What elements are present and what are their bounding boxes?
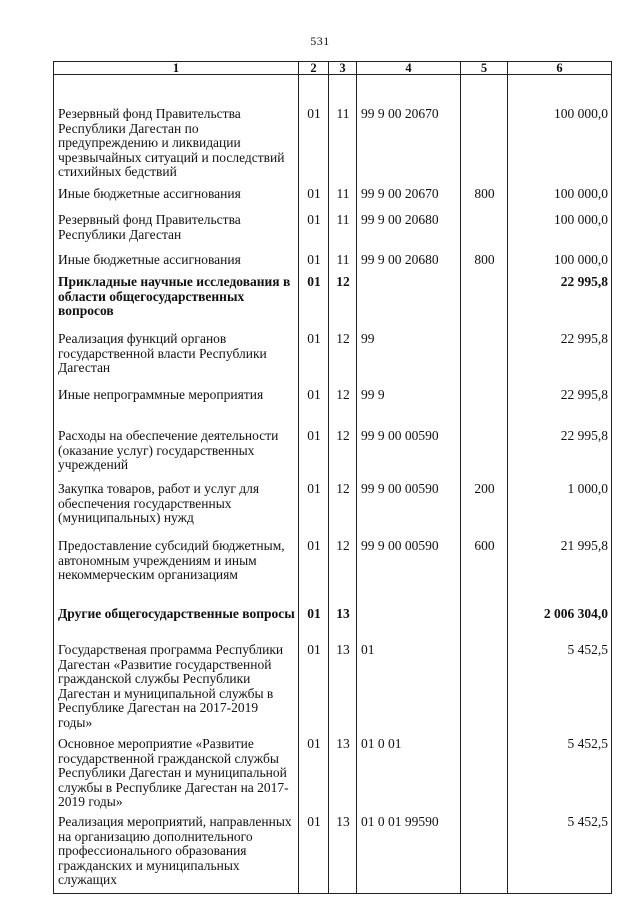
expense-type-code-cell (461, 429, 508, 482)
target-article-code: 99 9 00 20670 (361, 186, 439, 201)
amount-cell (508, 643, 612, 737)
item-name: Закупка товаров, работ и услуг для обеспечения государственных (муниципальных) нужд (58, 481, 260, 525)
target-article-code-cell (357, 482, 461, 539)
target-article-code: 99 9 (361, 387, 385, 402)
item-name: Реализация мероприятий, направленных на организацию дополнительного профессионального образования гражданских и муниципальных служащих (58, 814, 292, 887)
table-row (54, 737, 612, 815)
expense-type-code-cell (461, 643, 508, 737)
subsection-code: 12 (336, 331, 350, 346)
section-code: 01 (307, 642, 321, 657)
amount: 22 995,8 (560, 387, 608, 402)
table-row (54, 332, 612, 388)
target-article-code-cell (357, 332, 461, 388)
item-name-cell (54, 75, 299, 188)
target-article-code: 99 (361, 331, 375, 346)
item-name: Расходы на обеспечение деятельности (оказание услуг) государственных учреждений (58, 428, 279, 472)
amount: 100 000,0 (554, 252, 608, 267)
target-article-code: 99 9 00 00590 (361, 428, 439, 443)
item-name-cell (54, 607, 299, 643)
table-row (54, 213, 612, 253)
item-name-cell (54, 737, 299, 815)
amount-cell (508, 607, 612, 643)
header-col-6: 6 (508, 62, 612, 75)
expense-type-code-cell (461, 187, 508, 213)
item-name: Другие общегосударственные вопросы (58, 606, 295, 621)
subsection-code-cell (329, 643, 357, 737)
section-code-cell (299, 332, 329, 388)
expense-type-code: 600 (474, 538, 495, 553)
section-code: 01 (307, 428, 321, 443)
item-name: Иные непрограммные мероприятия (58, 387, 264, 402)
target-article-code: 99 9 00 20680 (361, 212, 439, 227)
amount: 2 006 304,0 (543, 606, 608, 621)
section-code: 01 (307, 736, 321, 751)
expense-type-code-cell (461, 737, 508, 815)
subsection-code: 11 (336, 252, 350, 267)
expense-type-code: 800 (474, 186, 495, 201)
item-name-cell (54, 539, 299, 607)
expense-type-code-cell (461, 482, 508, 539)
amount-cell (508, 213, 612, 253)
section-code: 01 (307, 186, 321, 201)
table-row (54, 388, 612, 429)
table-row (54, 429, 612, 482)
subsection-code-cell (329, 75, 357, 188)
subsection-code: 11 (336, 186, 350, 201)
subsection-code-cell (329, 275, 357, 332)
section-code: 01 (307, 331, 321, 346)
target-article-code-cell (357, 815, 461, 894)
target-article-code: 01 (361, 642, 375, 657)
item-name-cell (54, 388, 299, 429)
section-code-cell (299, 482, 329, 539)
amount-cell (508, 332, 612, 388)
table-header-row (54, 62, 612, 75)
section-code: 01 (307, 106, 321, 121)
subsection-code: 12 (336, 428, 350, 443)
section-code-cell (299, 275, 329, 332)
amount-cell (508, 429, 612, 482)
subsection-code: 12 (336, 387, 350, 402)
amount: 100 000,0 (554, 106, 608, 121)
amount: 5 452,5 (567, 736, 608, 751)
amount-cell (508, 815, 612, 894)
section-code: 01 (307, 252, 321, 267)
subsection-code: 13 (336, 642, 350, 657)
subsection-code: 11 (336, 106, 350, 121)
amount-cell (508, 187, 612, 213)
item-name-cell (54, 213, 299, 253)
amount: 22 995,8 (560, 428, 608, 443)
budget-table (53, 61, 612, 894)
subsection-code: 13 (336, 736, 350, 751)
section-code: 01 (307, 538, 321, 553)
item-name-cell (54, 187, 299, 213)
amount: 5 452,5 (567, 642, 608, 657)
expense-type-code-cell (461, 213, 508, 253)
target-article-code-cell (357, 388, 461, 429)
subsection-code: 13 (336, 606, 350, 621)
section-code: 01 (307, 274, 321, 289)
amount-cell (508, 253, 612, 275)
item-name: Резервный фонд Правительства Республики Дагестан (58, 212, 241, 242)
expense-type-code-cell (461, 607, 508, 643)
item-name-cell (54, 275, 299, 332)
amount: 100 000,0 (554, 186, 608, 201)
table-row (54, 187, 612, 213)
target-article-code-cell (357, 539, 461, 607)
target-article-code-cell (357, 607, 461, 643)
item-name-cell (54, 815, 299, 894)
section-code-cell (299, 213, 329, 253)
amount: 22 995,8 (560, 274, 608, 289)
table-row (54, 75, 612, 188)
expense-type-code-cell (461, 75, 508, 188)
section-code-cell (299, 429, 329, 482)
item-name: Резервный фонд Правительства Республики Дагестан по предупреждению и ликвидации чрезвычайных ситуаций и последствий стихийных бедствий (58, 106, 285, 179)
item-name: Основное мероприятие «Развитие государственной гражданской службы Республики Дагестан и муниципальной службы в Республике Дагестан на 2017-2019 годы» (58, 736, 289, 809)
item-name: Реализация функций органов государственной власти Республики Дагестан (58, 331, 267, 375)
amount-cell (508, 737, 612, 815)
target-article-code: 01 0 01 (361, 736, 402, 751)
target-article-code-cell (357, 737, 461, 815)
table-row (54, 482, 612, 539)
table-row (54, 607, 612, 643)
target-article-code: 99 9 00 00590 (361, 538, 439, 553)
page-number: 531 (310, 34, 330, 48)
amount: 1 000,0 (567, 481, 608, 496)
section-code-cell (299, 75, 329, 188)
table-row (54, 253, 612, 275)
subsection-code: 13 (336, 814, 350, 829)
item-name-cell (54, 253, 299, 275)
amount-cell (508, 539, 612, 607)
table-row (54, 815, 612, 894)
amount: 21 995,8 (560, 538, 608, 553)
amount: 100 000,0 (554, 212, 608, 227)
item-name: Иные бюджетные ассигнования (58, 186, 241, 201)
target-article-code: 01 0 01 99590 (361, 814, 439, 829)
header-col-5: 5 (461, 62, 508, 75)
section-code: 01 (307, 481, 321, 496)
subsection-code-cell (329, 539, 357, 607)
subsection-code: 12 (336, 274, 350, 289)
expense-type-code-cell (461, 539, 508, 607)
subsection-code-cell (329, 187, 357, 213)
section-code-cell (299, 643, 329, 737)
amount-cell (508, 275, 612, 332)
subsection-code-cell (329, 815, 357, 894)
section-code: 01 (307, 387, 321, 402)
section-code-cell (299, 187, 329, 213)
item-name-cell (54, 643, 299, 737)
expense-type-code: 800 (474, 252, 495, 267)
subsection-code: 12 (336, 538, 350, 553)
expense-type-code-cell (461, 253, 508, 275)
target-article-code-cell (357, 213, 461, 253)
subsection-code-cell (329, 607, 357, 643)
subsection-code-cell (329, 213, 357, 253)
expense-type-code-cell (461, 332, 508, 388)
item-name: Государственая программа Республики Дагестан «Развитие государственной гражданской службы Республики Дагестан и муниципальной службы в Республике Дагестан на 2017-2019 годы» (58, 642, 284, 730)
item-name-cell (54, 482, 299, 539)
amount: 5 452,5 (567, 814, 608, 829)
subsection-code-cell (329, 332, 357, 388)
header-col-4: 4 (357, 62, 461, 75)
expense-type-code: 200 (474, 481, 495, 496)
section-code-cell (299, 737, 329, 815)
table-row (54, 275, 612, 332)
subsection-code-cell (329, 737, 357, 815)
target-article-code-cell (357, 643, 461, 737)
section-code: 01 (307, 212, 321, 227)
item-name: Прикладные научные исследования в области общегосударственных вопросов (58, 274, 291, 318)
subsection-code-cell (329, 253, 357, 275)
header-col-2: 2 (299, 62, 329, 75)
subsection-code-cell (329, 482, 357, 539)
amount-cell (508, 388, 612, 429)
table-row (54, 643, 612, 737)
item-name-cell (54, 332, 299, 388)
item-name: Предоставление субсидий бюджетным, автономным учреждениям и иным некоммерческим организациям (58, 538, 285, 582)
subsection-code: 12 (336, 481, 350, 496)
subsection-code: 11 (336, 212, 350, 227)
item-name: Иные бюджетные ассигнования (58, 252, 241, 267)
section-code-cell (299, 539, 329, 607)
section-code-cell (299, 253, 329, 275)
target-article-code-cell (357, 275, 461, 332)
amount-cell (508, 482, 612, 539)
amount: 22 995,8 (560, 331, 608, 346)
target-article-code-cell (357, 253, 461, 275)
section-code: 01 (307, 606, 321, 621)
subsection-code-cell (329, 429, 357, 482)
item-name-cell (54, 429, 299, 482)
section-code-cell (299, 388, 329, 429)
expense-type-code-cell (461, 388, 508, 429)
target-article-code: 99 9 00 20670 (361, 106, 439, 121)
target-article-code-cell (357, 429, 461, 482)
table-row (54, 539, 612, 607)
target-article-code-cell (357, 187, 461, 213)
expense-type-code-cell (461, 815, 508, 894)
section-code: 01 (307, 814, 321, 829)
expense-type-code-cell (461, 275, 508, 332)
amount-cell (508, 75, 612, 188)
section-code-cell (299, 607, 329, 643)
target-article-code: 99 9 00 00590 (361, 481, 439, 496)
target-article-code: 99 9 00 20680 (361, 252, 439, 267)
target-article-code-cell (357, 75, 461, 188)
header-col-1: 1 (54, 62, 299, 75)
header-col-3: 3 (329, 62, 357, 75)
section-code-cell (299, 815, 329, 894)
subsection-code-cell (329, 388, 357, 429)
